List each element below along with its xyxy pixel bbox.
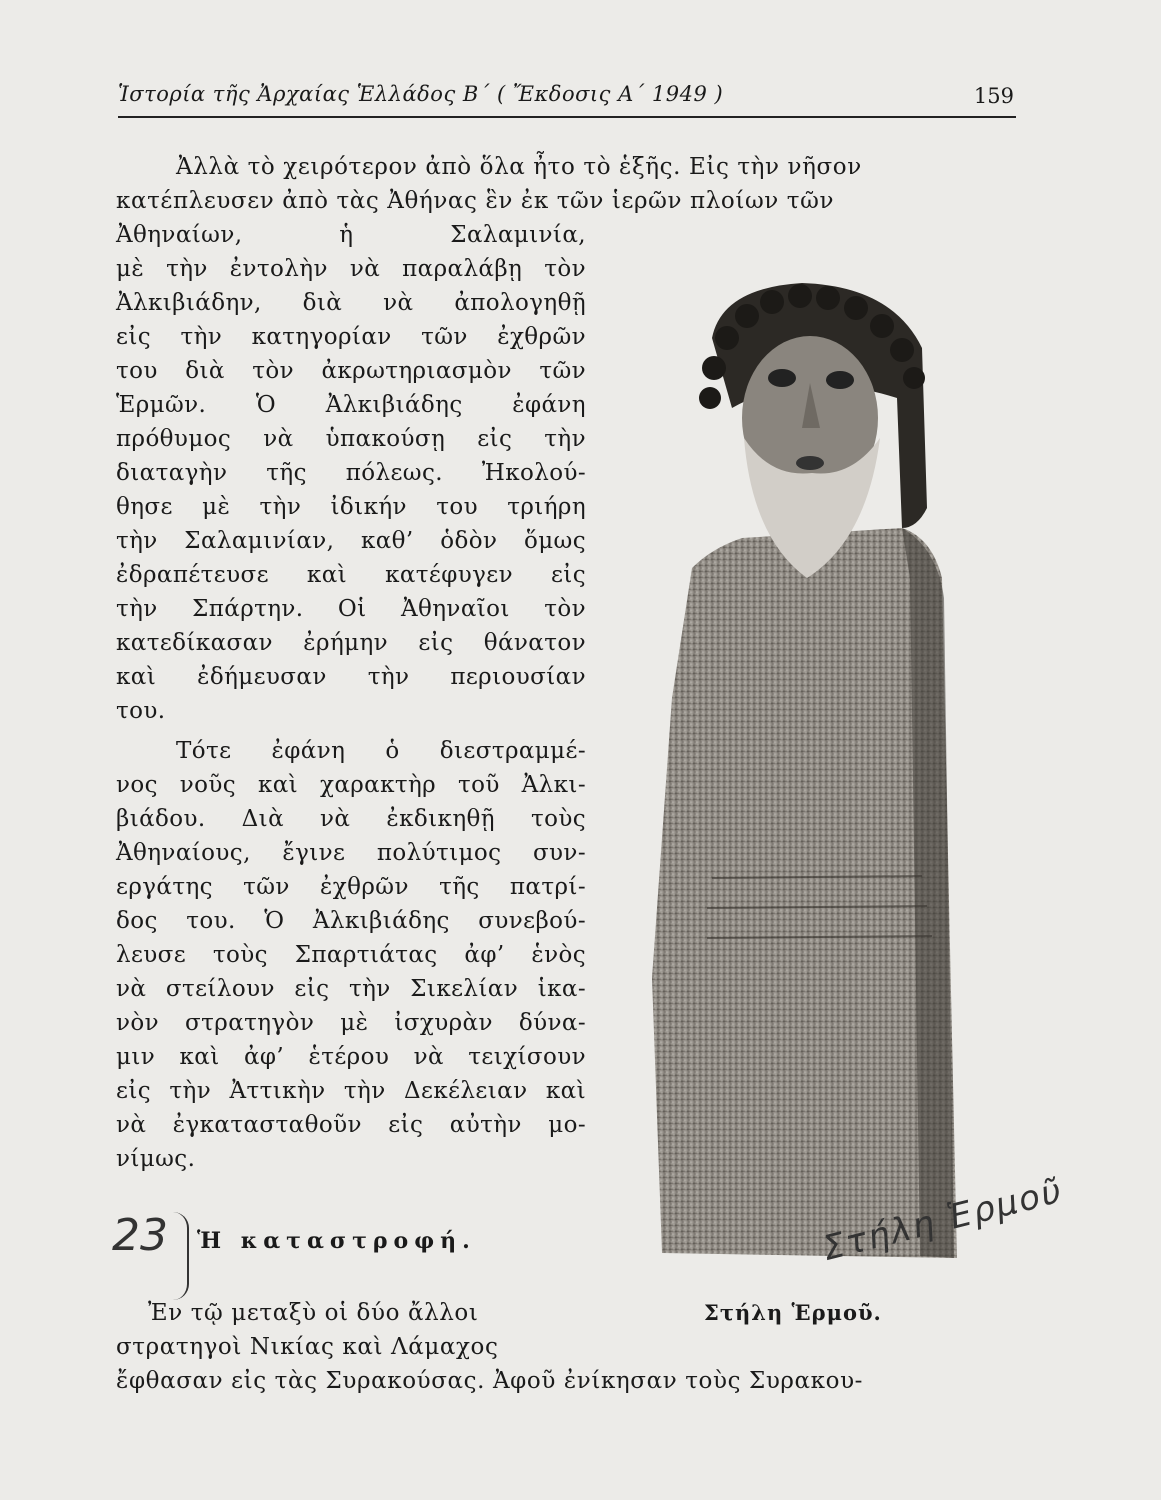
body-line: του διὰ τὸν ἀκρωτηριασμὸν τῶν <box>116 358 586 384</box>
closing-line: Ἐν τῷ μεταξὺ οἱ δύο ἄλλοι <box>148 1300 479 1326</box>
header-title: Ἱστορία τῆς Ἀρχαίας Ἑλλάδος Β΄ ( Ἔκδοσις Α΄ 1949 ) <box>118 82 724 106</box>
body-line: μὲ τὴν ἐντολὴν νὰ παραλάβῃ τὸν <box>116 256 586 282</box>
body-line: διαταγὴν τῆς πόλεως. Ἠκολού- <box>116 460 586 486</box>
body-line: εργάτης τῶν ἐχθρῶν τῆς πατρί- <box>116 874 586 900</box>
body-line: πρόθυμος νὰ ὑπακούσῃ εἰς τὴν <box>116 426 586 452</box>
body-line: εἰς τὴν Ἀττικὴν τὴν Δεκέλειαν καὶ <box>116 1078 586 1104</box>
body-line: του. <box>116 698 166 724</box>
body-line: Ἀθηναίων, ἡ Σαλαμινία, <box>116 222 586 248</box>
herm-left-eye <box>768 369 796 387</box>
running-header <box>118 82 1016 118</box>
body-line: νὰ στείλουν εἰς τὴν Σικελίαν ἱκα- <box>116 976 586 1002</box>
body-line: βιάδου. Διὰ νὰ ἐκδικηθῇ τοὺς <box>116 806 586 832</box>
closing-line: ἔφθασαν εἰς τὰς Συρακούσας. Ἀφοῦ ἐνίκησαν τοὺς Συρακου- <box>116 1368 864 1394</box>
body-line: Ἀθηναίους, ἔγινε πολύτιμος συν- <box>116 840 586 866</box>
body-line: θησε μὲ τὴν ἰδικήν του τριήρη <box>116 494 586 520</box>
body-line: Τότε ἐφάνη ὁ διεστραμμέ- <box>176 738 586 764</box>
body-line: Ἑρμῶν. Ὁ Ἀλκιβιάδης ἐφάνη <box>116 392 586 418</box>
closing-line: στρατηγοὶ Νικίας καὶ Λάμαχος <box>116 1334 499 1360</box>
body-line: νὸν στρατηγὸν μὲ ἰσχυρὰν δύνα- <box>116 1010 586 1036</box>
herm-right-eye <box>826 371 854 389</box>
body-line: νὰ ἐγκατασταθοῦν εἰς αὐτὴν μο- <box>116 1112 586 1138</box>
intro-line: κατέπλευσεν ἀπὸ τὰς Ἀθήνας ἓν ἐκ τῶν ἱερῶν πλοίων τῶν <box>116 188 835 214</box>
intro-line: Ἀλλὰ τὸ χειρότερον ἀπὸ ὅλα ἦτο τὸ ἑξῆς. Εἰς τὴν νῆσον <box>176 154 862 180</box>
section-heading: Ἡ καταστροφή. <box>197 1228 476 1254</box>
handwritten-margin-note: Στήλη Ἑρμοῦ <box>818 1170 1068 1270</box>
page-number: 159 <box>973 84 1014 108</box>
body-line: κατεδίκασαν ἐρήμην εἰς θάνατον <box>116 630 586 656</box>
figure-caption: Στήλη Ἑρμοῦ. <box>704 1300 882 1325</box>
body-line: εἰς τὴν κατηγορίαν τῶν ἐχθρῶν <box>116 324 586 350</box>
herm-stele-photo <box>652 278 972 1278</box>
body-line: τὴν Σπάρτην. Οἱ Ἀθηναῖοι τὸν <box>116 596 586 622</box>
body-line: νίμως. <box>116 1146 196 1172</box>
herm-mouth <box>796 456 824 470</box>
body-line: νος νοῦς καὶ χαρακτὴρ τοῦ Ἀλκι- <box>116 772 586 798</box>
body-line: καὶ ἐδήμευσαν τὴν περιουσίαν <box>116 664 586 690</box>
body-line: τὴν Σαλαμινίαν, καθ’ ὁδὸν ὅμως <box>116 528 586 554</box>
handwritten-bracket <box>173 1212 189 1300</box>
body-line: μιν καὶ ἀφ’ ἑτέρου νὰ τειχίσουν <box>116 1044 586 1070</box>
handwritten-section-number: 23 <box>112 1210 168 1261</box>
body-line: λευσε τοὺς Σπαρτιάτας ἀφ’ ἑνὸς <box>116 942 586 968</box>
body-line: Ἀλκιβιάδην, διὰ νὰ ἀπολογηθῇ <box>116 290 586 316</box>
body-line: δος του. Ὁ Ἀλκιβιάδης συνεβού- <box>116 908 586 934</box>
body-line: ἐδραπέτευσε καὶ κατέφυγεν εἰς <box>116 562 586 588</box>
